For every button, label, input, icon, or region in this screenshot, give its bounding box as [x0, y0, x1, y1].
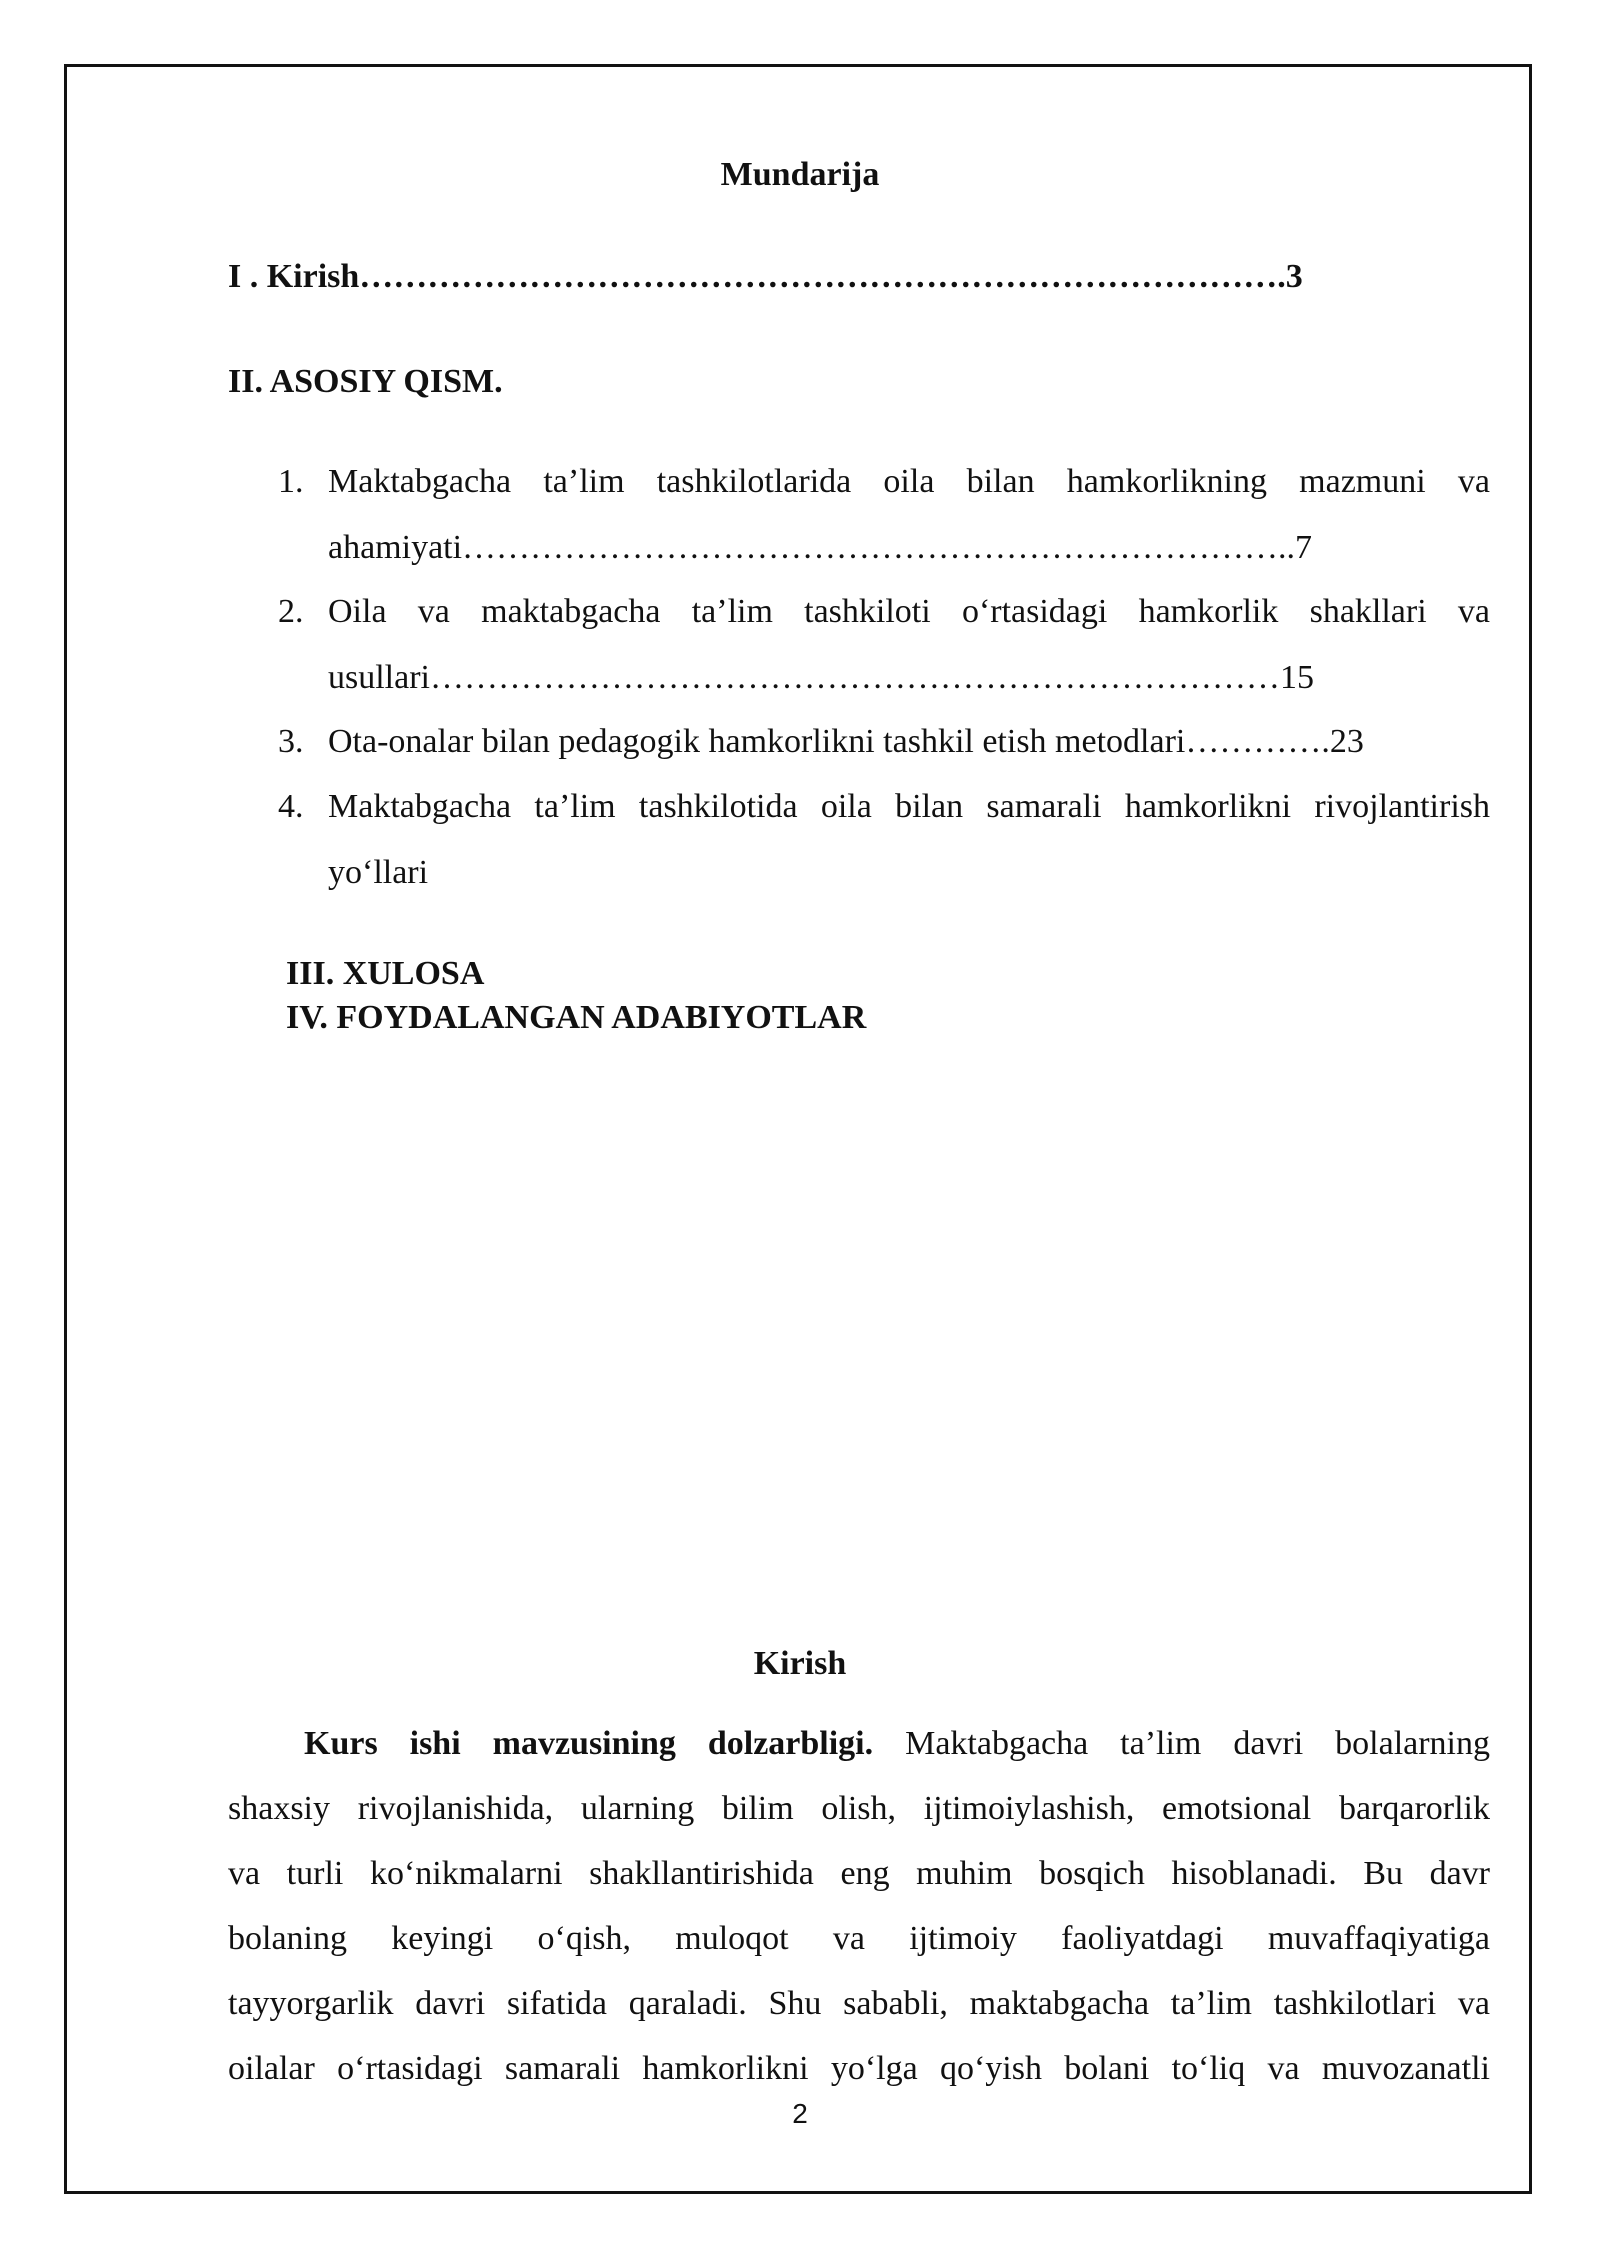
intro-lead-bold: Kurs ishi mavzusining dolzarbligi.: [304, 1725, 874, 1762]
toc-item-number: 2.: [278, 593, 304, 630]
toc-item-text: Maktabgacha ta’lim tashkilotlarida oila bilan hamkorlikning mazmuni va: [328, 463, 1490, 500]
toc-main-part-heading: II. ASOSIY QISM.: [228, 363, 503, 400]
toc-item-text-cont: usullari…………………………………………………………………15: [328, 659, 1314, 696]
toc-item-4: [278, 774, 1490, 906]
toc-item-3: [278, 709, 1490, 775]
toc-heading: Mundarija: [720, 156, 880, 193]
toc-item-text-cont: yo‘llari: [328, 854, 429, 891]
toc-references-entry: IV. FOYDALANGAN ADABIYOTLAR: [286, 999, 867, 1036]
intro-paragraph: [228, 1711, 1490, 2101]
page-number: 2: [792, 2098, 808, 2129]
toc-item-number: 3.: [278, 723, 304, 760]
toc-item-text: Oila va maktabgacha ta’lim tashkiloti o‘rtasidagi hamkorlik shakllari va: [328, 593, 1490, 630]
intro-line: tayyorgarlik davri sifatida qaraladi. Shu sababli, maktabgacha ta’lim tashkilotlari va: [228, 1985, 1490, 2022]
intro-line: Maktabgacha ta’lim davri bolalarning: [873, 1725, 1490, 1762]
toc-item-2: [278, 579, 1490, 711]
toc-item-text: Ota-onalar bilan pedagogik hamkorlikni tashkil etish metodlari………….23: [328, 723, 1364, 760]
toc-intro-entry: I . Kirish……………………………………………………………………….3: [228, 258, 1303, 295]
toc-item-text-cont: ahamiyati………………………………………………………………..7: [328, 529, 1313, 566]
toc-item-number: 4.: [278, 788, 304, 825]
intro-line: shaxsiy rivojlanishida, ularning bilim olish, ijtimoiylashish, emotsional barqarorlik: [228, 1790, 1490, 1827]
intro-line: bolaning keyingi o‘qish, muloqot va ijtimoiy faoliyatdagi muvaffaqiyatiga: [228, 1920, 1490, 1957]
toc-conclusion-entry: III. XULOSA: [286, 955, 485, 992]
intro-line: va turli ko‘nikmalarni shakllantirishida eng muhim bosqich hisoblanadi. Bu davr: [228, 1855, 1490, 1892]
toc-item-number: 1.: [278, 463, 304, 500]
intro-line: oilalar o‘rtasidagi samarali hamkorlikni yo‘lga qo‘yish bolani to‘liq va muvozanatli: [228, 2050, 1490, 2087]
intro-heading: Kirish: [753, 1645, 847, 1682]
toc-item-1: [278, 449, 1490, 581]
toc-item-text: Maktabgacha ta’lim tashkilotida oila bilan samarali hamkorlikni rivojlantirish: [328, 788, 1490, 825]
